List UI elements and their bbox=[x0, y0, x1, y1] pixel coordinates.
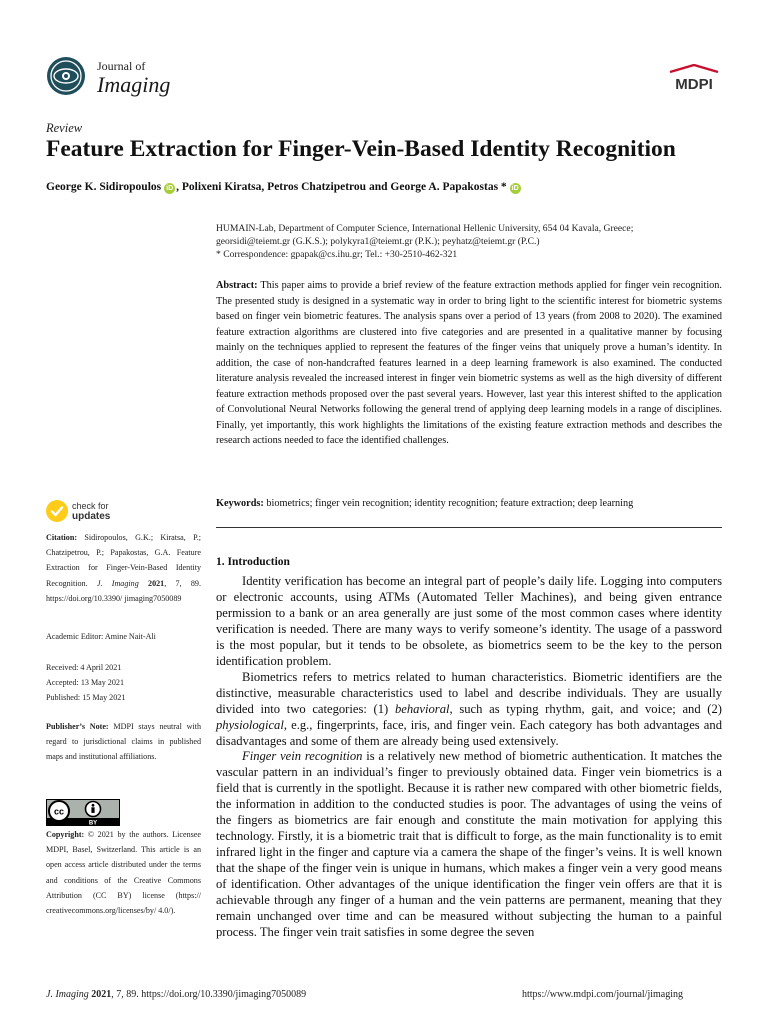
affiliations bbox=[216, 222, 726, 262]
copyright-block bbox=[46, 827, 201, 918]
accepted-date: Accepted: 13 May 2021 bbox=[46, 678, 124, 688]
orcid-icon[interactable]: iD bbox=[166, 185, 174, 192]
citation-text: Sidiropoulos, G.K.; Kiratsa, P.; Chatzipetrou, P.; Papakostas, G.A. Feature Extraction for Finger-Vein-Based Identity Recognition. bbox=[46, 533, 201, 588]
paragraph: Identity verification has become an integral part of people’s daily life. Logging into computers or electronic accounts, using ATMs (Automated Teller Machines), and being given entrance permission to a bank or an area generally are just some of the most common cases where identity verification is needed. There are many ways to verify someone’s identity. The usage of a password is the most popular, but it tends to be obsolete, as biometrics seem to be the key to the person identification problem. bbox=[216, 574, 722, 668]
publisher-note bbox=[46, 719, 201, 765]
journal-title: Imaging bbox=[97, 72, 171, 97]
keywords bbox=[216, 497, 722, 511]
updates-label: updates bbox=[72, 510, 111, 522]
paragraph: Biometrics refers to metrics related to human characteristics. Biometric identifiers are the distinctive, measurable characteristics used to label and describe individuals. They are usually divided into two categories: (1) behavioral, such as typing rhythm, gait, and voice; and (2) physiological, e.g., fingerprints, face, iris, and finger vein. Each category has both advantages and disadvantages and some of them are already being used extensively. bbox=[216, 669, 722, 748]
mdpi-logo-icon bbox=[666, 64, 722, 94]
copyright-text: © 2021 by the authors. Licensee MDPI, Basel, Switzerland. This article is an open access article distributed under the terms and conditions of the Creative Commons Attribution (CC BY) license (https:// creativecommons.org/licenses/by/ 4.0/). bbox=[46, 830, 201, 916]
check-for-updates-badge[interactable] bbox=[46, 500, 126, 526]
article-type: Review bbox=[46, 121, 83, 135]
author-separator: , bbox=[176, 181, 182, 193]
author-separator: , bbox=[261, 181, 268, 193]
introduction-body bbox=[216, 574, 722, 941]
citation-block bbox=[46, 530, 201, 606]
citation-journal: J. Imaging bbox=[96, 578, 139, 588]
author-list bbox=[46, 181, 522, 194]
cc-by-license-icon[interactable] bbox=[46, 799, 120, 826]
academic-editor: Academic Editor: Amine Nait-Ali bbox=[46, 632, 156, 641]
copyright-label: Copyright: bbox=[46, 830, 85, 839]
check-updates-icon bbox=[46, 500, 68, 522]
citation-doi[interactable]: , 7, 89. https://doi.org/10.3390/ jimaging7050089 bbox=[46, 578, 201, 603]
check-updates-text bbox=[72, 502, 110, 521]
svg-text:cc: cc bbox=[53, 806, 65, 817]
footer-citation bbox=[46, 989, 306, 1000]
affiliation-line: HUMAIN-Lab, Department of Computer Science, International Hellenic University, 654 04 Kavala, Greece; bbox=[216, 223, 634, 234]
keywords-label: Keywords: bbox=[216, 498, 264, 509]
check-for-label: check for bbox=[72, 501, 109, 511]
citation-year: 2021 bbox=[148, 578, 165, 588]
received-date: Received: 4 April 2021 bbox=[46, 663, 122, 672]
affiliation-line: georsidi@teiemt.gr (G.K.S.); polykyra1@teiemt.gr (P.K.); peyhatz@teiemt.gr (P.C.) bbox=[216, 236, 540, 248]
journal-of-label: Journal of bbox=[97, 59, 146, 73]
author-name: Petros Chatzipetrou bbox=[267, 181, 367, 193]
affiliation-line: * Correspondence: gpapak@cs.ihu.gr; Tel.: +30-2510-462-321 bbox=[216, 249, 458, 261]
divider bbox=[216, 527, 722, 528]
footer-journal: J. Imaging bbox=[46, 989, 89, 1000]
journal-logo-icon bbox=[46, 56, 86, 96]
abstract-label: Abstract: bbox=[216, 280, 258, 291]
publisher-note-text: MDPI stays neutral with regard to jurisdictional claims in published maps and institutional affiliations. bbox=[46, 722, 202, 762]
author-name: George K. Sidiropoulos bbox=[46, 181, 162, 193]
article-dates bbox=[46, 660, 201, 706]
citation-label: Citation: bbox=[46, 533, 78, 542]
journal-name bbox=[97, 60, 170, 96]
keywords-text: biometrics; finger vein recognition; identity recognition; feature extraction; deep learning bbox=[266, 498, 634, 509]
author-name: George A. Papakostas * bbox=[390, 181, 507, 193]
publisher-note-label: Publisher’s Note: bbox=[46, 722, 109, 731]
publisher-name: MDPI bbox=[675, 76, 713, 93]
abstract-text: This paper aims to provide a brief review of the feature extraction methods applied for finger vein recognition. The presented study is designed in a systematic way in order to bring light to the scientific interest for biometric systems based on finger vein biometric features. The analysis spans over a period of 13 years (from 2008 to 2020). The examined feature extraction algorithms are clustered into five categories and are presented in a qualitative manner by focusing mainly on the techniques applied to represent the features of the finger veins that uniquely prove a human’s identity. In addition, the case of non-handcrafted features learned in a deep learning framework is also examined. The conducted literature analysis revealed the increased interest in finger vein biometric systems as well as the high diversity of different feature extraction methods proposed over the past several years. However, last year this interest shifted to the application of Convolutional Neural Networks following the general trend of applying deep learning models in a range of disciplines. Finally, yet importantly, this work highlights the limitations of the existing feature extraction methods and describes the research actions needed to face the identified challenges. bbox=[216, 280, 722, 447]
paragraph: Finger vein recognition is a relatively new method of biometric authentication. It matches the vascular pattern in an individual’s finger to previously obtained data. Finger vein biometrics is a field that is currently in the spotlight. Because it is rather new compared with other biometric fields, the information in addition to the conducted studies is poor. The advantages of using the veins of the fingers as biometrics are fair enough and constitute the main motivation for applying this technology. Firstly, it is a biometric trait that is difficult to forge, as the main functionality is to emit infrared light in the finger and capture via a camera the shape of the finger’s veins. It is well known that the shape of the finger vein is unique in humans, which makes a finger vein a very good means of identification. Other advantages of the unique identification the finger vein offers are that it is achievable through any finger of a human and the vein patterns are permanent, meaning that they remain unchanged over time and can be measured without subjecting the human to a painful process. The finger vein trait satisfies in some degree the seven bbox=[216, 749, 722, 939]
cc-by-label: BY bbox=[88, 820, 98, 826]
footer-doi[interactable]: , 7, 89. https://doi.org/10.3390/jimaging7050089 bbox=[111, 989, 307, 1000]
abstract bbox=[216, 278, 722, 449]
section-heading-introduction: 1. Introduction bbox=[216, 556, 290, 568]
footer-journal-url[interactable]: https://www.mdpi.com/journal/jimaging bbox=[522, 989, 684, 1000]
article-title: Feature Extraction for Finger-Vein-Based Identity Recognition bbox=[46, 136, 676, 162]
footer-year: 2021 bbox=[91, 989, 112, 1000]
author-name: Polixeni Kiratsa bbox=[181, 181, 262, 193]
orcid-icon[interactable]: iD bbox=[511, 185, 519, 192]
published-date: Published: 15 May 2021 bbox=[46, 693, 126, 703]
author-separator: and bbox=[366, 181, 391, 193]
